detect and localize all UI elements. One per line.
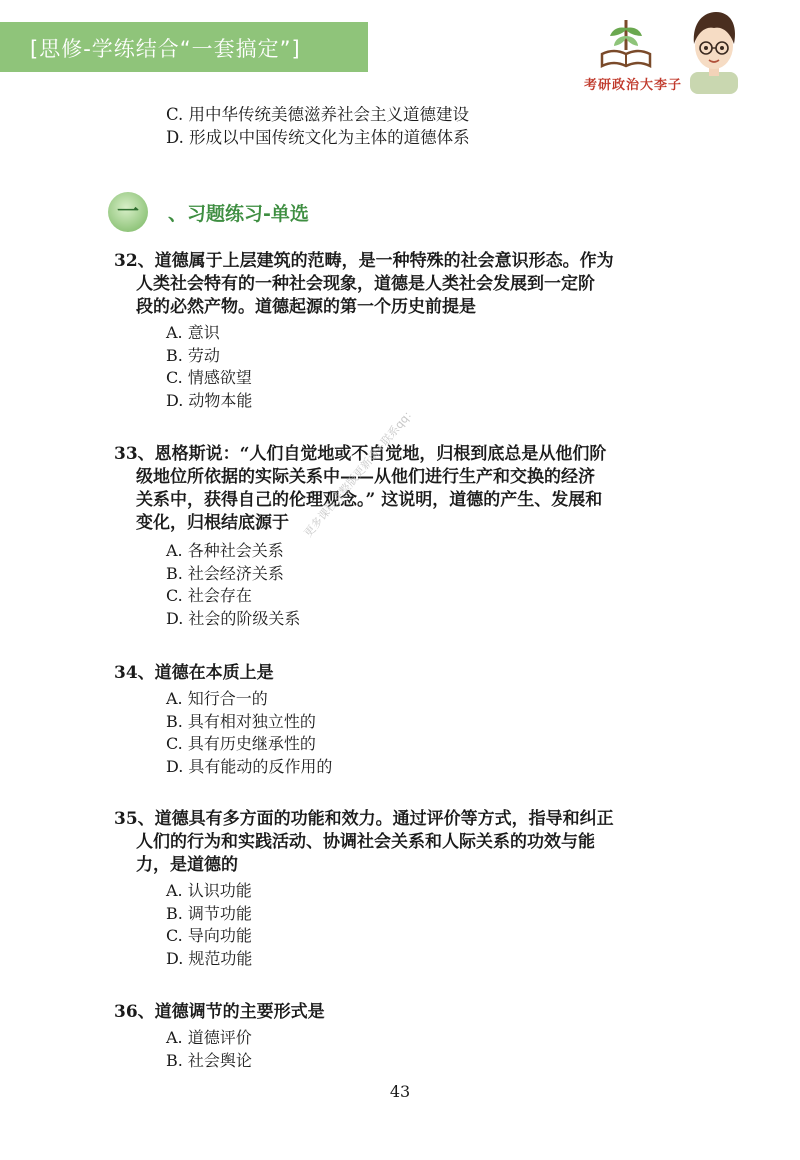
question-33-option-b[interactable]: B. 社会经济关系	[166, 563, 284, 583]
question-35-line-2: 人们的行为和实践活动、协调社会关系和人际关系的功效与能	[136, 832, 595, 852]
section-number-badge-icon	[106, 190, 150, 234]
question-36-options	[166, 1027, 252, 1072]
carryover-option-c: C. 用中华传统美德滋养社会主义道德建设	[166, 105, 470, 124]
question-35-options	[166, 880, 252, 970]
question-32-option-b[interactable]: B. 劳动	[166, 345, 220, 365]
carryover-option-d: D. 形成以中国传统文化为主体的道德体系	[166, 128, 470, 147]
question-35-line-3: 力，是道德的	[136, 855, 238, 875]
question-34-options	[166, 688, 332, 778]
question-36-option-b[interactable]: B. 社会舆论	[166, 1050, 252, 1070]
question-32-line-3: 段的必然产物。道德起源的第一个历史前提是	[136, 297, 476, 317]
question-35-line-1: 35、道德具有多方面的功能和效力。通过评价等方式，指导和纠正	[114, 809, 614, 829]
question-33-line-4: 变化，归根结底源于	[136, 513, 289, 533]
cartoon-avatar-icon	[682, 6, 746, 94]
question-32-stem	[114, 250, 718, 319]
question-33-option-d[interactable]: D. 社会的阶级关系	[166, 608, 301, 628]
question-34-option-c[interactable]: C. 具有历史继承性的	[166, 734, 316, 753]
question-33-line-1: 33、恩格斯说：“人们自觉地或不自觉地，归根到底总是从他们阶	[114, 444, 607, 464]
question-34-stem	[114, 662, 718, 685]
watermark: 更多课程完整版更新请+联系qq：	[301, 403, 419, 540]
question-34-option-d[interactable]: D. 具有能动的反作用的	[166, 756, 333, 776]
question-33-line-2: 级地位所依据的实际关系中——从他们进行生产和交换的经济	[136, 467, 595, 487]
question-32-line-2: 人类社会特有的一种社会现象，道德是人类社会发展到一定阶	[136, 274, 595, 294]
question-32-line-1: 32、道德属于上层建筑的范畴，是一种特殊的社会意识形态。作为	[114, 251, 614, 271]
question-36-stem	[114, 1001, 718, 1024]
question-32-option-c[interactable]: C. 情感欲望	[166, 368, 252, 387]
question-35-option-d[interactable]: D. 规范功能	[166, 948, 253, 968]
question-33-line-3: 关系中，获得自己的伦理观念。” 这说明，道德的产生、发展和	[136, 490, 603, 510]
question-34-option-a[interactable]: A. 知行合一的	[166, 689, 268, 708]
question-36-option-a[interactable]: A. 道德评价	[166, 1028, 252, 1047]
question-34-option-b[interactable]: B. 具有相对独立性的	[166, 711, 316, 731]
header-title: [思修-学练结合“一套搞定”]	[30, 37, 301, 61]
question-34-line-1: 34、道德在本质上是	[114, 663, 274, 683]
question-35-option-a[interactable]: A. 认识功能	[166, 881, 252, 900]
question-32-option-a[interactable]: A. 意识	[166, 323, 220, 342]
question-33-stem	[114, 443, 718, 535]
page-number: 43	[389, 1082, 411, 1101]
question-35-stem	[114, 808, 718, 877]
question-35-option-c[interactable]: C. 导向功能	[166, 926, 252, 945]
section-heading	[106, 190, 436, 234]
question-32-option-d[interactable]: D. 动物本能	[166, 390, 253, 410]
book-tree-logo-icon	[596, 16, 656, 72]
section-title: 、习题练习-单选	[168, 203, 309, 225]
section-number: 一	[116, 200, 140, 225]
question-33-options	[166, 540, 300, 630]
question-32-options	[166, 322, 252, 412]
question-33-option-a[interactable]: A. 各种社会关系	[166, 541, 284, 560]
question-35-option-b[interactable]: B. 调节功能	[166, 903, 252, 923]
question-36-line-1: 36、道德调节的主要形式是	[114, 1002, 325, 1022]
logo-text: 考研政治大李子	[584, 78, 683, 93]
question-33-option-c[interactable]: C. 社会存在	[166, 586, 252, 605]
